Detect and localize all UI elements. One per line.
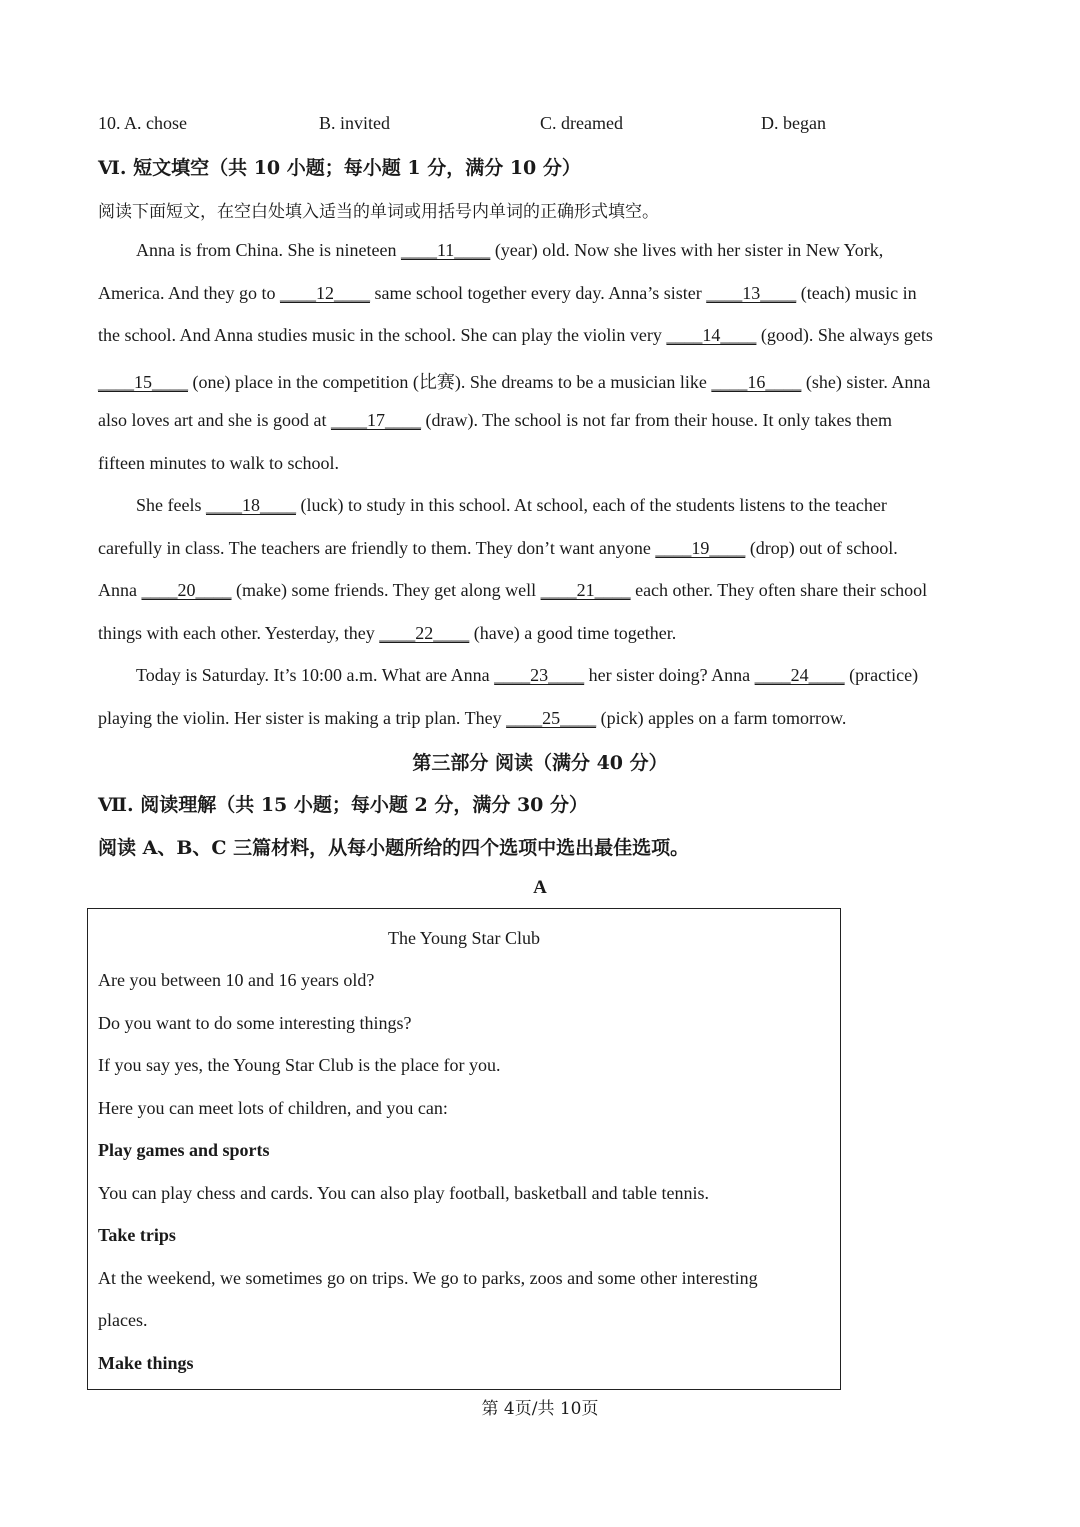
passage-line-11 xyxy=(136,665,918,686)
club-para-trips-2: places. xyxy=(98,1310,148,1330)
page-footer: 第 4页/共 10页 xyxy=(481,1399,599,1419)
blank-14: ____14____ xyxy=(666,325,757,345)
club-title: The Young Star Club xyxy=(387,928,540,948)
passage-line-3 xyxy=(98,325,933,346)
blank-18: ____18____ xyxy=(205,495,296,515)
passage-line-12 xyxy=(98,708,846,729)
q10-option-b: B. invited xyxy=(319,113,390,133)
blank-16: ____16____ xyxy=(711,372,802,392)
passage-line-7 xyxy=(136,495,887,516)
passage-text: playing the violin. Her sister is making a trip plan. They xyxy=(98,708,502,728)
passage-line-9 xyxy=(98,580,927,601)
section6-instruction: 阅读下面短文，在空白处填入适当的单词或用括号内单词的正确形式填空。 xyxy=(98,202,659,222)
q10-option-a xyxy=(98,113,187,134)
club-para-games: You can play chess and cards. You can also play football, basketball and table tennis. xyxy=(98,1183,710,1203)
passage-text: carefully in class. The teachers are friendly to them. They don’t want anyone xyxy=(98,538,651,558)
passage-text: She feels xyxy=(136,495,202,515)
blank-22: ____22____ xyxy=(379,623,470,643)
section7-instruction: 阅读 A、B、C 三篇材料，从每小题所给的四个选项中选出最佳选项。 xyxy=(98,837,690,859)
passage-text: Anna is from China. She is nineteen xyxy=(136,240,397,260)
q10-option-d: D. began xyxy=(761,113,826,133)
club-heading-make: Make things xyxy=(98,1353,194,1373)
passage-line-6: fifteen minutes to walk to school. xyxy=(98,453,339,473)
passage-text: each other. They often share their school xyxy=(635,580,928,600)
blank-21: ____21____ xyxy=(540,580,631,600)
blank-12: ____12____ xyxy=(279,283,370,303)
passage-text: (practice) xyxy=(849,665,919,685)
passage-text: same school together every day. Anna’s sister xyxy=(374,283,702,303)
blank-24: ____24____ xyxy=(754,665,845,685)
passage-text: (drop) out of school. xyxy=(749,538,898,558)
part3-title: 第三部分 阅读（满分 40 分） xyxy=(412,752,668,774)
blank-11: ____11____ xyxy=(400,240,491,260)
club-heading-trips: Take trips xyxy=(98,1225,176,1245)
passage-text: (one) place in the competition (比赛). She dreams to be a musician like xyxy=(192,372,707,392)
blank-25: ____25____ xyxy=(506,708,597,728)
passage-line-1 xyxy=(136,240,883,261)
blank-17: ____17____ xyxy=(330,410,421,430)
passage-text: (luck) to study in this school. At school, each of the students listens to the teacher xyxy=(300,495,887,515)
blank-19: ____19____ xyxy=(655,538,746,558)
passage-text: Anna xyxy=(98,580,137,600)
passage-text: (year) old. Now she lives with her sister in New York, xyxy=(494,240,884,260)
passage-text: also loves art and she is good at xyxy=(98,410,327,430)
passage-text: Today is Saturday. It’s 10:00 a.m. What are Anna xyxy=(136,665,490,685)
passage-text: (draw). The school is not far from their house. It only takes them xyxy=(425,410,893,430)
passage-line-4 xyxy=(98,368,930,394)
passage-line-10 xyxy=(98,623,676,644)
section6-title: Ⅵ. 短文填空（共 10 小题；每小题 1 分，满分 10 分） xyxy=(98,157,581,179)
passage-text: (good). She always gets xyxy=(760,325,933,345)
passage-text: (make) some friends. They get along well xyxy=(236,580,537,600)
q10-number: 10. xyxy=(98,113,121,133)
passage-line-5 xyxy=(98,410,892,431)
blank-13: ____13____ xyxy=(706,283,797,303)
club-line-3: If you say yes, the Young Star Club is the place for you. xyxy=(98,1055,501,1075)
passage-text: the school. And Anna studies music in the school. She can play the violin very xyxy=(98,325,662,345)
club-line-4: Here you can meet lots of children, and you can: xyxy=(98,1098,448,1118)
blank-20: ____20____ xyxy=(141,580,232,600)
passage-a-label: A xyxy=(533,877,547,898)
blank-15: ____15____ xyxy=(98,372,188,392)
club-heading-games: Play games and sports xyxy=(98,1140,270,1160)
club-line-1: Are you between 10 and 16 years old? xyxy=(98,970,375,990)
q10-option-c: C. dreamed xyxy=(540,113,623,133)
passage-text: (pick) apples on a farm tomorrow. xyxy=(600,708,847,728)
passage-line-2 xyxy=(98,283,917,304)
passage-text: (have) a good time together. xyxy=(473,623,677,643)
club-para-trips-1: At the weekend, we sometimes go on trips. We go to parks, zoos and some other interesting xyxy=(98,1268,758,1288)
q10-option-a-text: A. chose xyxy=(124,113,187,133)
passage-text: (she) sister. Anna xyxy=(805,372,931,392)
passage-text: America. And they go to xyxy=(98,283,276,303)
passage-text: her sister doing? Anna xyxy=(588,665,751,685)
section7-title: Ⅶ. 阅读理解（共 15 小题；每小题 2 分，满分 30 分） xyxy=(98,794,588,816)
club-line-2: Do you want to do some interesting things? xyxy=(98,1013,412,1033)
passage-line-8 xyxy=(98,538,898,559)
blank-23: ____23____ xyxy=(494,665,585,685)
passage-text: things with each other. Yesterday, they xyxy=(98,623,375,643)
passage-text: (teach) music in xyxy=(800,283,917,303)
